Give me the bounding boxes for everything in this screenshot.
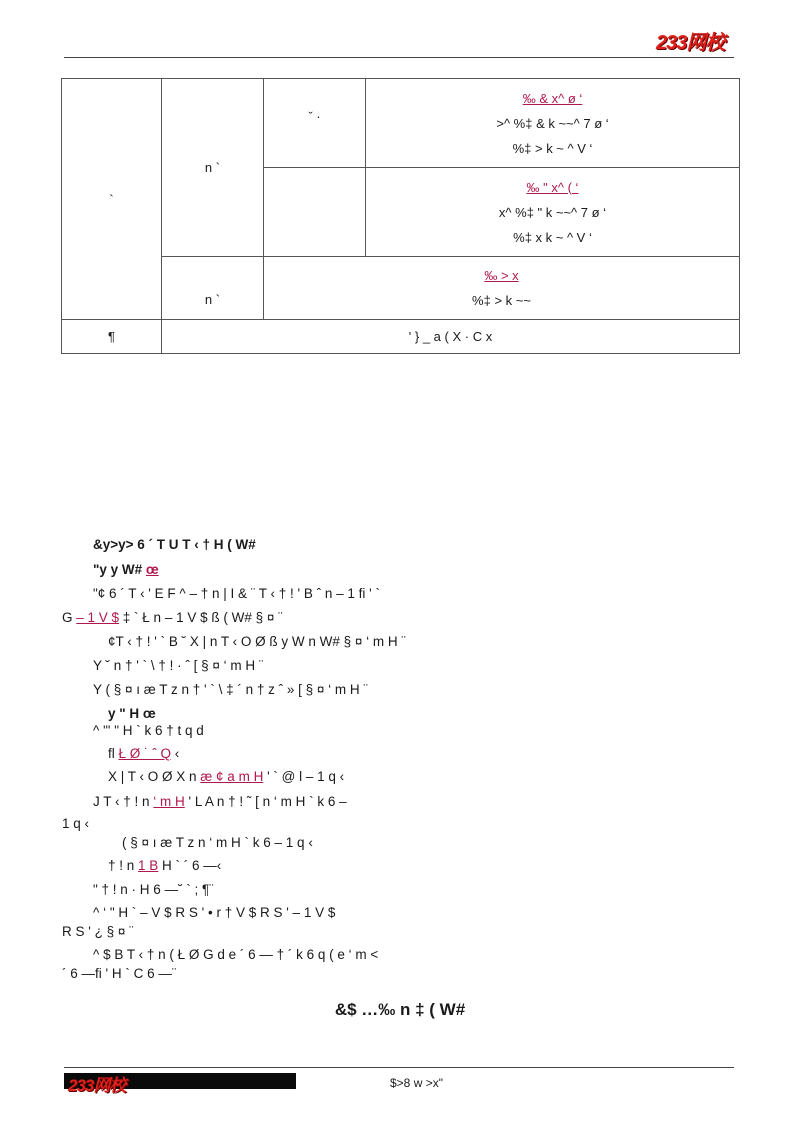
row1-content-cell: ‰ & x^ ø ‘ >^ %‡ & k ~~^ 7 ø ‘ %‡ > k ~ ^ V ‘ — [366, 79, 740, 168]
body-line: ´ 6 —fi ' H ` C 6 —¨ — [62, 966, 177, 981]
body-line: R S ' ¿ § ¤ ¨ — [62, 924, 134, 939]
body-line: ^ "' " H ` k 6 † t q d — [93, 723, 204, 738]
row2-content-cell: ‰ " x^ ( ‘ x^ %‡ " k ~~^ 7 ø ‘ %‡ x k ~ ^ V ‘ — [366, 168, 740, 257]
body-line: ¢T ‹ † ! ' ` B ˘ X | n T ‹ O Ø ß y W n W# § ¤ ‘ m H ¨ — [108, 634, 406, 649]
body-line: Y ˘ n † ' ` \ † ! · ˆ [ § ¤ ‘ m H ¨ — [93, 658, 264, 673]
footer-text: $>8 w >x" — [390, 1076, 443, 1090]
section-heading: &$ …‰ n ‡ ( W# — [334, 1000, 466, 1019]
body-line[interactable]: † ! n 1 B H ` ´ 6 —‹ — [108, 858, 222, 873]
category-cell: ` — [62, 79, 162, 320]
body-line: Y ( § ¤ ı æ T z n † ' ` \ ‡ ´ n † z ˆ » [ § ¤ ‘ m H ¨ — [93, 682, 368, 697]
body-line[interactable]: fl Ł Ø ˙ ˆ Q ‹ — [108, 746, 180, 761]
footer-label-cell: ¶ — [62, 320, 162, 354]
body-line: "¢ 6 ´ T ‹ ' E F ^ – † n | I & ¨ T ‹ † ! ' B ˆ n – 1 fi ' ` — [93, 586, 380, 601]
group2-cell: n ` — [162, 257, 264, 320]
body-line: ^ ‘ " H ` – V $ R S ' • r † V $ R S ' – 1 V $ — [93, 905, 336, 920]
inline-link[interactable]: ‘ m H — [153, 794, 185, 809]
row1-label-cell: ˇ · — [264, 79, 366, 168]
inline-link[interactable]: Ł Ø ˙ ˆ Q — [118, 746, 172, 761]
body-line[interactable]: "y y W# œ — [93, 562, 159, 577]
body-line: 1 q ‹ — [62, 816, 90, 831]
body-line[interactable]: X | T ‹ O Ø X n æ ¢ a m H ' ` @ l – 1 q ‹ — [108, 769, 345, 784]
inline-link[interactable]: – 1 V $ — [76, 610, 120, 625]
site-logo: 233网校 — [656, 32, 725, 54]
body-line: &y>y> 6 ´ T U T ‹ † H ( W# — [93, 537, 256, 552]
footer-value-cell: ' } _ a ( X · C x — [162, 320, 740, 354]
body-line: ^ $ B T ‹ † n ( Ł Ø G d e ´ 6 — † ´ k 6 q ( e ‘ m < — [93, 947, 379, 962]
inline-link[interactable]: œ — [145, 562, 159, 577]
body-line: ( § ¤ ı æ T z n ‘ m H ` k 6 – 1 q ‹ — [122, 835, 313, 850]
body-line: " † ! n · H 6 —˘ ` ; ¶¨ — [93, 882, 214, 897]
inline-link[interactable]: æ ¢ a m H — [200, 769, 264, 784]
footer-logo: 233网校 — [68, 1076, 126, 1095]
inline-link[interactable]: 1 B — [138, 858, 159, 873]
group1-cell: n ` — [162, 79, 264, 257]
body-line[interactable]: J T ‹ † ! n ‘ m H ' L A n † ! ˜ [ n ‘ m H ` k 6 – — [93, 794, 347, 809]
body-line[interactable]: G – 1 V $ ‡ ` Ł n – 1 V $ ß ( W# § ¤ ¨ — [62, 610, 283, 625]
footer-divider — [64, 1067, 734, 1068]
row3-content-cell: ‰ > x %‡ > k ~~ — [264, 257, 740, 320]
body-line: y " H œ — [108, 706, 156, 721]
